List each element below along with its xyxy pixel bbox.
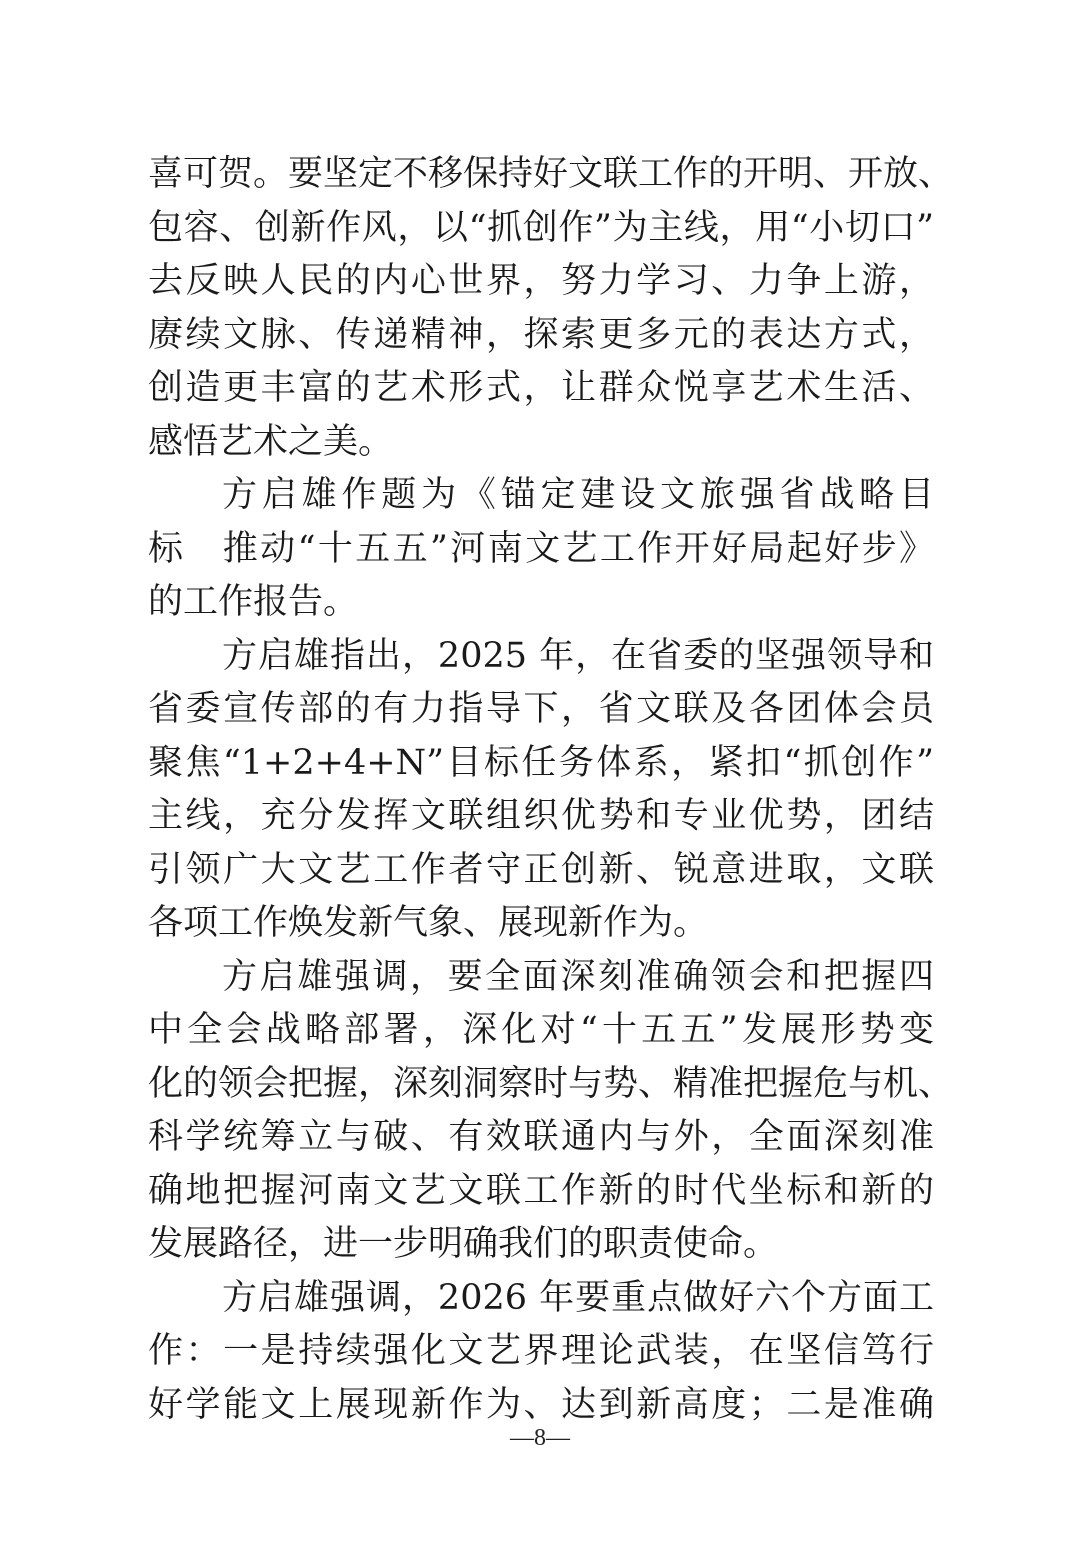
text-line: 去反映人民的内心世界，努力学习、力争上游， (148, 261, 934, 301)
body-text (148, 148, 954, 1432)
text-line: 省委宣传部的有力指导下，省文联及各团体会员 (148, 689, 934, 729)
text-line: 方启雄作题为《锚定建设文旅强省战略目 (222, 475, 934, 515)
text-line: 发展路径，进一步明确我们的职责使命。 (148, 1224, 779, 1264)
text-line: 感悟艺术之美。 (148, 421, 394, 462)
text-line: 创造更丰富的艺术形式，让群众悦享艺术生活、 (148, 368, 934, 408)
text-line: 主线，充分发挥文联组织优势和专业优势，团结 (148, 796, 934, 836)
text-line: 聚焦“1+2+4+N”目标任务体系，紧扣“抓创作” (148, 742, 934, 783)
text-line: 化的领会把握，深刻洞察时与势、精准把握危与机、 (148, 1063, 954, 1104)
paragraph-5 (148, 1272, 934, 1433)
text-line: 包容、创新作风，以“抓创作”为主线，用“小切口” (148, 207, 934, 248)
text-line: 各项工作焕发新气象、展现新作为。 (148, 903, 709, 943)
text-line: 中全会战略部署，深化对“十五五”发展形势变 (148, 1010, 934, 1050)
text-line: 的工作报告。 (148, 582, 359, 622)
text-line: 喜可贺。要坚定不移保持好文联工作的开明、开放、 (148, 154, 954, 194)
paragraph-3 (148, 630, 934, 951)
text-line: 好学能文上展现新作为、达到新高度；二是准确 (148, 1384, 934, 1425)
text-line: 方启雄强调，2026 年要重点做好六个方面工 (222, 1277, 934, 1318)
text-line: 赓续文脉、传递精神，探索更多元的表达方式， (148, 314, 934, 355)
text-line: 标 推动“十五五”河南文艺工作开好局起好步》 (148, 528, 934, 569)
text-line: 作：一是持续强化文艺界理论武装，在坚信笃行 (148, 1331, 934, 1371)
text-line: 科学统筹立与破、有效联通内与外，全面深刻准 (148, 1117, 934, 1157)
text-line: 确地把握河南文艺文联工作新的时代坐标和新的 (148, 1170, 934, 1211)
page-number: —8— (510, 1425, 570, 1451)
paragraph-1 (148, 148, 954, 469)
paragraph-4 (148, 951, 954, 1272)
text-line: 引领广大文艺工作者守正创新、锐意进取，文联 (148, 849, 934, 890)
paragraph-2 (148, 469, 934, 630)
text-line: 方启雄强调，要全面深刻准确领会和把握四 (222, 956, 934, 997)
text-line: 方启雄指出，2025 年，在省委的坚强领导和 (222, 635, 934, 676)
